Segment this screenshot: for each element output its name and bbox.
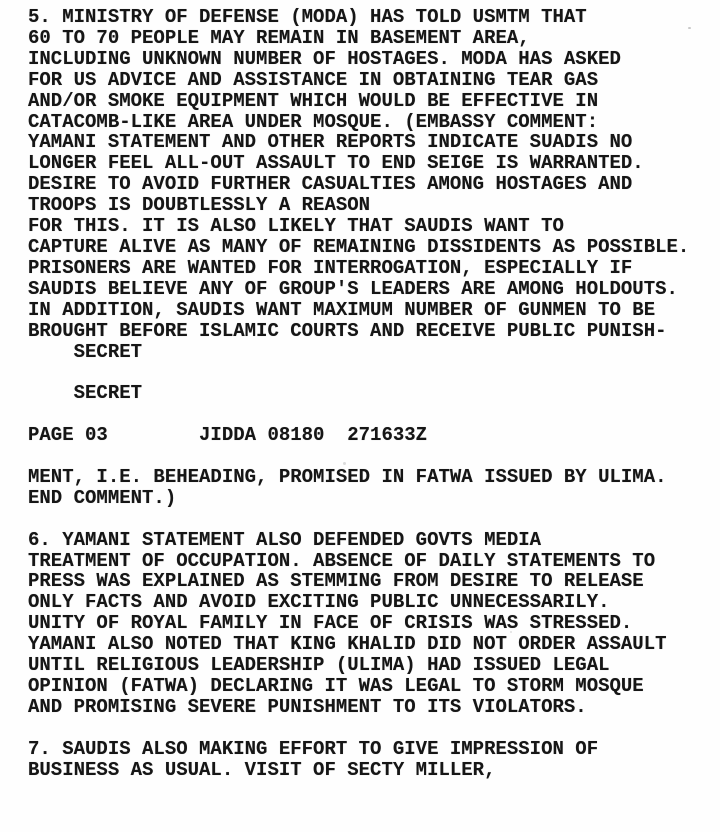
paragraph-5-line: CATACOMB-LIKE AREA UNDER MOSQUE. (EMBASSY COMMENT:: [28, 110, 599, 133]
paragraph-6-line: UNTIL RELIGIOUS LEADERSHIP (ULIMA) HAD ISSUED LEGAL: [28, 654, 610, 677]
scan-speck: [510, 631, 512, 633]
paragraph-6-line: YAMANI ALSO NOTED THAT KING KHALID DID NOT ORDER ASSAULT: [28, 633, 667, 656]
paragraph-6-line: UNITY OF ROYAL FAMILY IN FACE OF CRISIS WAS STRESSED.: [28, 612, 633, 635]
paragraph-5-line: DESIRE TO AVOID FURTHER CASUALTIES AMONG HOSTAGES AND: [28, 173, 633, 196]
paragraph-5-line: SAUDIS BELIEVE ANY OF GROUP'S LEADERS ARE AMONG HOLDOUTS.: [28, 277, 678, 300]
paragraph-5-line: TROOPS IS DOUBTLESSLY A REASON: [28, 194, 371, 217]
paragraph-6-line: PRESS WAS EXPLAINED AS STEMMING FROM DESIRE TO RELEASE: [28, 570, 644, 593]
paragraph-5-line: PRISONERS ARE WANTED FOR INTERROGATION, ESPECIALLY IF: [28, 256, 633, 279]
paragraph-6-line: OPINION (FATWA) DECLARING IT WAS LEGAL TO STORM MOSQUE: [28, 674, 644, 697]
paragraph-5-line: FOR US ADVICE AND ASSISTANCE IN OBTAINING TEAR GAS: [28, 68, 599, 91]
paragraph-7-line: 7. SAUDIS ALSO MAKING EFFORT TO GIVE IMPRESSION OF: [28, 737, 599, 760]
paragraph-5-line: 5. MINISTRY OF DEFENSE (MODA) HAS TOLD USMTM THAT: [28, 6, 587, 28]
scan-speck: [688, 27, 691, 29]
scan-speck: [343, 462, 346, 465]
blank-line: [28, 718, 720, 739]
paragraph-6-line: TREATMENT OF OCCUPATION. ABSENCE OF DAILY STATEMENTS TO: [28, 549, 656, 572]
paragraph-5-line: CAPTURE ALIVE AS MANY OF REMAINING DISSIDENTS AS POSSIBLE.: [28, 235, 690, 258]
paragraph-5-line: 60 TO 70 PEOPLE MAY REMAIN IN BASEMENT AREA,: [28, 26, 530, 49]
paragraph-5-line: BROUGHT BEFORE ISLAMIC COURTS AND RECEIVE PUBLIC PUNISH-: [28, 319, 667, 342]
paragraph-5-continuation-line: MENT, I.E. BEHEADING, PROMISED IN FATWA ISSUED BY ULIMA.: [28, 465, 667, 488]
classification-marking: SECRET: [28, 340, 143, 363]
paragraph-5-line: AND/OR SMOKE EQUIPMENT WHICH WOULD BE EFFECTIVE IN: [28, 89, 599, 112]
blank-line: [28, 509, 720, 530]
blank-line: [28, 404, 720, 425]
paragraph-5-line: LONGER FEEL ALL-OUT ASSAULT TO END SEIGE IS WARRANTED.: [28, 152, 644, 175]
paragraph-7-line: BUSINESS AS USUAL. VISIT OF SECTY MILLER,: [28, 758, 496, 781]
cable-text-block: [28, 7, 720, 780]
paragraph-5-line: INCLUDING UNKNOWN NUMBER OF HOSTAGES. MODA HAS ASKED: [28, 47, 621, 70]
classification-marking: SECRET: [28, 382, 143, 405]
paragraph-5-line: YAMANI STATEMENT AND OTHER REPORTS INDICATE SUADIS NO: [28, 131, 633, 154]
paragraph-5-continuation-line: END COMMENT.): [28, 486, 177, 509]
paragraph-6-line: AND PROMISING SEVERE PUNISHMENT TO ITS VIOLATORS.: [28, 695, 587, 718]
paragraph-5-line: FOR THIS. IT IS ALSO LIKELY THAT SAUDIS WANT TO: [28, 215, 564, 238]
blank-line: [28, 362, 720, 383]
page-header: PAGE 03 JIDDA 08180 271633Z: [28, 424, 428, 447]
paragraph-6-line: ONLY FACTS AND AVOID EXCITING PUBLIC UNNECESSARILY.: [28, 591, 610, 614]
paragraph-6-line: 6. YAMANI STATEMENT ALSO DEFENDED GOVTS MEDIA: [28, 528, 542, 551]
blank-line: [28, 446, 720, 467]
paragraph-5-line: IN ADDITION, SAUDIS WANT MAXIMUM NUMBER OF GUNMEN TO BE: [28, 298, 656, 321]
